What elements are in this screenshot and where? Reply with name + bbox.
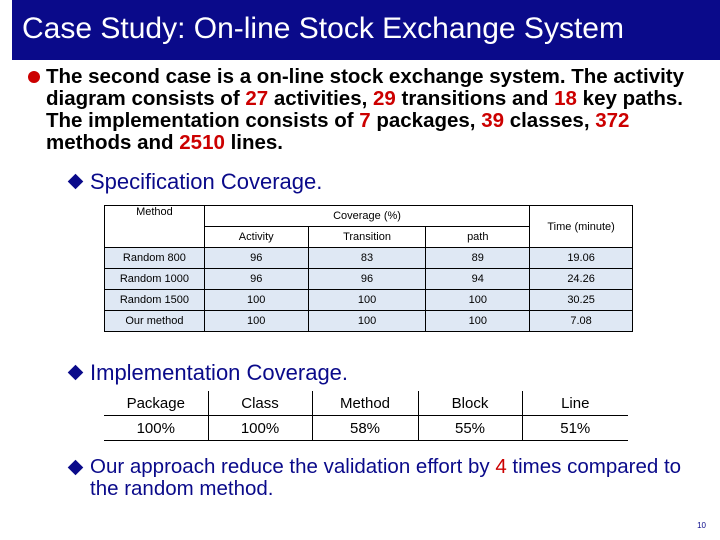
transitions-count: 29 <box>373 87 396 110</box>
table-cell: 96 <box>204 269 308 290</box>
conclusion-text-2: times compared to the random method. <box>90 455 682 500</box>
transition-subheader: Transition <box>308 227 426 248</box>
table-cell: 100 <box>204 290 308 311</box>
table-header-row <box>104 391 628 416</box>
intro-text-5: packages, <box>370 109 482 132</box>
table-cell: 55% <box>418 416 522 441</box>
table-cell: 94 <box>426 269 530 290</box>
table-row <box>104 416 628 441</box>
intro-text-6: classes, <box>504 109 596 132</box>
table-cell: 30.25 <box>530 290 633 311</box>
table-cell: 100% <box>208 416 312 441</box>
impl-coverage-table <box>104 391 628 441</box>
table-header-cell: Line <box>522 391 628 416</box>
conclusion-text-1: Our approach reduce the validation effort by <box>90 455 496 478</box>
table-cell: 24.26 <box>530 269 633 290</box>
methods-count: 372 <box>595 109 630 132</box>
table-header-cell: Block <box>418 391 522 416</box>
lines-count: 2510 <box>179 131 225 154</box>
table-cell: Random 1000 <box>105 269 205 290</box>
table-header-cell: Class <box>208 391 312 416</box>
bullet-dot-icon <box>28 71 40 83</box>
table-cell: 7.08 <box>530 311 633 332</box>
table-cell: 96 <box>308 269 426 290</box>
intro-paragraph <box>46 66 716 154</box>
diamond-bullet-icon <box>68 460 84 476</box>
title-bar <box>12 0 720 60</box>
table-header-cell: Package <box>104 391 208 416</box>
impl-coverage-heading: Implementation Coverage. <box>90 360 349 385</box>
diamond-bullet-icon <box>68 365 84 381</box>
table-cell: Our method <box>105 311 205 332</box>
table-cell: 100 <box>204 311 308 332</box>
table-cell: 58% <box>312 416 418 441</box>
table-cell: 51% <box>522 416 628 441</box>
intro-text-7: methods and <box>46 131 180 154</box>
intro-text-2: activities, <box>268 87 374 110</box>
intro-text-4: key paths. The implementation consists of <box>46 87 683 132</box>
path-subheader: path <box>426 227 530 248</box>
table-cell: 100 <box>426 290 530 311</box>
table-cell: 100% <box>104 416 208 441</box>
table-header-row <box>105 206 633 227</box>
intro-text-8: lines. <box>224 131 283 154</box>
table-cell: 100 <box>308 311 426 332</box>
page-number: 10 <box>697 521 706 530</box>
table-cell: 96 <box>204 248 308 269</box>
table-cell: 100 <box>426 311 530 332</box>
activity-subheader: Activity <box>204 227 308 248</box>
table-cell: 19.06 <box>530 248 633 269</box>
table-cell: 100 <box>308 290 426 311</box>
times-count: 4 <box>495 455 507 478</box>
intro-text-3: transitions and <box>395 87 555 110</box>
table-row <box>105 290 633 311</box>
slide-title: Case Study: On-line Stock Exchange System <box>22 12 624 45</box>
intro-text-1: The second case is a on-line stock exchange system. The activity diagram consists of <box>46 65 685 110</box>
classes-count: 39 <box>481 109 505 132</box>
table-cell: 83 <box>308 248 426 269</box>
spec-coverage-heading: Specification Coverage. <box>90 169 323 194</box>
table-row <box>105 311 633 332</box>
conclusion-text <box>90 456 710 500</box>
table-row <box>105 248 633 269</box>
activities-count: 27 <box>245 87 269 110</box>
table-cell: Random 1500 <box>105 290 205 311</box>
method-header: Method <box>105 206 205 248</box>
packages-count: 7 <box>359 109 371 132</box>
time-header: Time (minute) <box>530 206 633 248</box>
spec-coverage-table <box>104 205 633 332</box>
coverage-header: Coverage (%) <box>204 206 529 227</box>
paths-count: 18 <box>554 87 577 110</box>
table-cell: Random 800 <box>105 248 205 269</box>
table-row <box>105 269 633 290</box>
table-cell: 89 <box>426 248 530 269</box>
diamond-bullet-icon <box>68 174 84 190</box>
table-header-cell: Method <box>312 391 418 416</box>
